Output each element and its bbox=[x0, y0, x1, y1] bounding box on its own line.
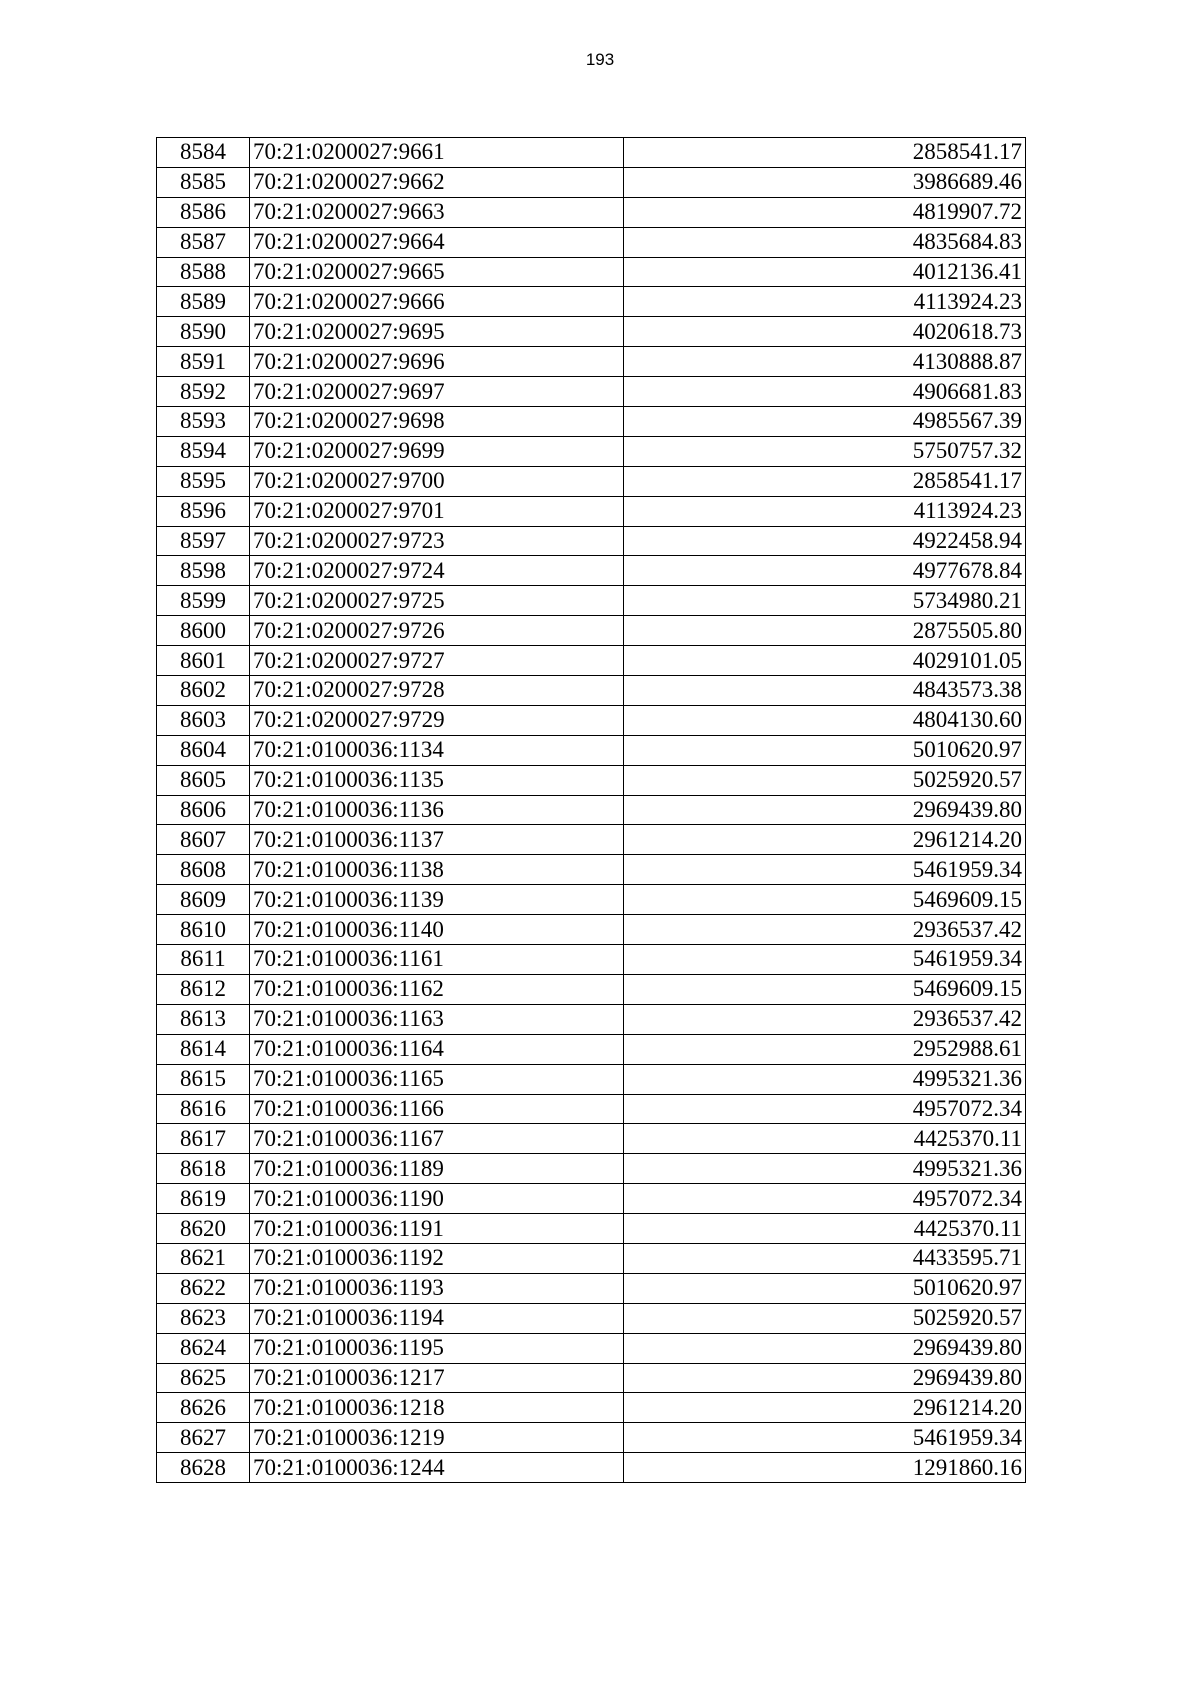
cadastral-value-cell: 4922458.94 bbox=[624, 526, 1026, 556]
cadastral-number-cell: 70:21:0200027:9665 bbox=[250, 257, 624, 287]
cadastral-value-cell: 2858541.17 bbox=[624, 466, 1026, 496]
table-row bbox=[157, 586, 1026, 616]
table-row bbox=[157, 974, 1026, 1004]
cadastral-number-cell: 70:21:0100036:1163 bbox=[250, 1004, 624, 1034]
cadastral-value-cell: 5461959.34 bbox=[624, 945, 1026, 975]
cadastral-value-table bbox=[156, 137, 1026, 1483]
table-row bbox=[157, 1333, 1026, 1363]
row-number-cell: 8617 bbox=[157, 1124, 250, 1154]
cadastral-number-cell: 70:21:0200027:9725 bbox=[250, 586, 624, 616]
table-row bbox=[157, 616, 1026, 646]
row-number-cell: 8616 bbox=[157, 1094, 250, 1124]
cadastral-number-cell: 70:21:0200027:9729 bbox=[250, 705, 624, 735]
row-number-cell: 8609 bbox=[157, 885, 250, 915]
cadastral-value-cell: 4819907.72 bbox=[624, 197, 1026, 227]
row-number-cell: 8588 bbox=[157, 257, 250, 287]
row-number-cell: 8591 bbox=[157, 347, 250, 377]
cadastral-value-cell: 4843573.38 bbox=[624, 676, 1026, 706]
table-row bbox=[157, 915, 1026, 945]
cadastral-number-cell: 70:21:0100036:1244 bbox=[250, 1453, 624, 1483]
cadastral-value-cell: 4804130.60 bbox=[624, 705, 1026, 735]
table-row bbox=[157, 257, 1026, 287]
table-row bbox=[157, 1423, 1026, 1453]
table-row bbox=[157, 197, 1026, 227]
cadastral-value-cell: 5734980.21 bbox=[624, 586, 1026, 616]
row-number-cell: 8592 bbox=[157, 377, 250, 407]
table-row bbox=[157, 1184, 1026, 1214]
cadastral-value-cell: 4130888.87 bbox=[624, 347, 1026, 377]
cadastral-value-cell: 5469609.15 bbox=[624, 885, 1026, 915]
cadastral-value-cell: 2875505.80 bbox=[624, 616, 1026, 646]
table-row bbox=[157, 317, 1026, 347]
cadastral-value-cell: 1291860.16 bbox=[624, 1453, 1026, 1483]
cadastral-value-cell: 2936537.42 bbox=[624, 915, 1026, 945]
row-number-cell: 8610 bbox=[157, 915, 250, 945]
table-row bbox=[157, 227, 1026, 257]
table-row bbox=[157, 407, 1026, 437]
cadastral-value-cell: 4957072.34 bbox=[624, 1094, 1026, 1124]
cadastral-value-cell: 4113924.23 bbox=[624, 287, 1026, 317]
table-row bbox=[157, 1273, 1026, 1303]
cadastral-number-cell: 70:21:0200027:9701 bbox=[250, 496, 624, 526]
cadastral-value-cell: 4977678.84 bbox=[624, 556, 1026, 586]
cadastral-value-cell: 4835684.83 bbox=[624, 227, 1026, 257]
cadastral-value-cell: 5461959.34 bbox=[624, 855, 1026, 885]
row-number-cell: 8587 bbox=[157, 227, 250, 257]
row-number-cell: 8585 bbox=[157, 167, 250, 197]
cadastral-number-cell: 70:21:0100036:1137 bbox=[250, 825, 624, 855]
page-number: 193 bbox=[585, 50, 615, 69]
table-row bbox=[157, 1214, 1026, 1244]
cadastral-number-cell: 70:21:0100036:1164 bbox=[250, 1034, 624, 1064]
table-row bbox=[157, 1004, 1026, 1034]
cadastral-number-cell: 70:21:0200027:9697 bbox=[250, 377, 624, 407]
cadastral-number-cell: 70:21:0100036:1139 bbox=[250, 885, 624, 915]
cadastral-value-cell: 3986689.46 bbox=[624, 167, 1026, 197]
cadastral-number-cell: 70:21:0100036:1162 bbox=[250, 974, 624, 1004]
row-number-cell: 8624 bbox=[157, 1333, 250, 1363]
cadastral-number-cell: 70:21:0200027:9698 bbox=[250, 407, 624, 437]
table-row bbox=[157, 167, 1026, 197]
row-number-cell: 8620 bbox=[157, 1214, 250, 1244]
cadastral-value-cell: 5461959.34 bbox=[624, 1423, 1026, 1453]
cadastral-value-cell: 2969439.80 bbox=[624, 1333, 1026, 1363]
table-row bbox=[157, 885, 1026, 915]
cadastral-value-cell: 2969439.80 bbox=[624, 795, 1026, 825]
row-number-cell: 8605 bbox=[157, 765, 250, 795]
row-number-cell: 8607 bbox=[157, 825, 250, 855]
cadastral-number-cell: 70:21:0100036:1218 bbox=[250, 1393, 624, 1423]
table-row bbox=[157, 466, 1026, 496]
table-row bbox=[157, 436, 1026, 466]
cadastral-number-cell: 70:21:0100036:1138 bbox=[250, 855, 624, 885]
cadastral-number-cell: 70:21:0200027:9696 bbox=[250, 347, 624, 377]
cadastral-value-cell: 4012136.41 bbox=[624, 257, 1026, 287]
cadastral-number-cell: 70:21:0100036:1167 bbox=[250, 1124, 624, 1154]
cadastral-value-cell: 4425370.11 bbox=[624, 1214, 1026, 1244]
cadastral-value-cell: 4020618.73 bbox=[624, 317, 1026, 347]
cadastral-number-cell: 70:21:0200027:9727 bbox=[250, 646, 624, 676]
cadastral-number-cell: 70:21:0100036:1194 bbox=[250, 1303, 624, 1333]
row-number-cell: 8619 bbox=[157, 1184, 250, 1214]
table-row bbox=[157, 377, 1026, 407]
cadastral-number-cell: 70:21:0100036:1190 bbox=[250, 1184, 624, 1214]
row-number-cell: 8602 bbox=[157, 676, 250, 706]
cadastral-value-cell: 5025920.57 bbox=[624, 765, 1026, 795]
cadastral-number-cell: 70:21:0100036:1140 bbox=[250, 915, 624, 945]
table-row bbox=[157, 945, 1026, 975]
cadastral-value-cell: 4995321.36 bbox=[624, 1064, 1026, 1094]
table-body bbox=[157, 138, 1026, 1483]
cadastral-value-cell: 5025920.57 bbox=[624, 1303, 1026, 1333]
table-row bbox=[157, 1453, 1026, 1483]
table-row bbox=[157, 526, 1026, 556]
cadastral-value-cell: 2961214.20 bbox=[624, 1393, 1026, 1423]
cadastral-value-cell: 5469609.15 bbox=[624, 974, 1026, 1004]
table-row bbox=[157, 676, 1026, 706]
cadastral-value-cell: 4957072.34 bbox=[624, 1184, 1026, 1214]
row-number-cell: 8595 bbox=[157, 466, 250, 496]
cadastral-number-cell: 70:21:0100036:1136 bbox=[250, 795, 624, 825]
row-number-cell: 8589 bbox=[157, 287, 250, 317]
cadastral-value-cell: 4433595.71 bbox=[624, 1243, 1026, 1273]
row-number-cell: 8600 bbox=[157, 616, 250, 646]
row-number-cell: 8622 bbox=[157, 1273, 250, 1303]
cadastral-number-cell: 70:21:0200027:9699 bbox=[250, 436, 624, 466]
row-number-cell: 8611 bbox=[157, 945, 250, 975]
row-number-cell: 8603 bbox=[157, 705, 250, 735]
cadastral-number-cell: 70:21:0200027:9666 bbox=[250, 287, 624, 317]
table-row bbox=[157, 1064, 1026, 1094]
row-number-cell: 8621 bbox=[157, 1243, 250, 1273]
cadastral-number-cell: 70:21:0100036:1191 bbox=[250, 1214, 624, 1244]
table-row bbox=[157, 765, 1026, 795]
cadastral-number-cell: 70:21:0200027:9695 bbox=[250, 317, 624, 347]
cadastral-value-cell: 4995321.36 bbox=[624, 1154, 1026, 1184]
cadastral-number-cell: 70:21:0200027:9723 bbox=[250, 526, 624, 556]
cadastral-value-cell: 2969439.80 bbox=[624, 1363, 1026, 1393]
row-number-cell: 8584 bbox=[157, 138, 250, 168]
cadastral-number-cell: 70:21:0200027:9728 bbox=[250, 676, 624, 706]
cadastral-value-cell: 4113924.23 bbox=[624, 496, 1026, 526]
cadastral-number-cell: 70:21:0200027:9700 bbox=[250, 466, 624, 496]
table-row bbox=[157, 735, 1026, 765]
cadastral-value-cell: 2952988.61 bbox=[624, 1034, 1026, 1064]
row-number-cell: 8593 bbox=[157, 407, 250, 437]
cadastral-value-cell: 2936537.42 bbox=[624, 1004, 1026, 1034]
row-number-cell: 8618 bbox=[157, 1154, 250, 1184]
cadastral-number-cell: 70:21:0100036:1165 bbox=[250, 1064, 624, 1094]
table-row bbox=[157, 1363, 1026, 1393]
table-row bbox=[157, 347, 1026, 377]
cadastral-number-cell: 70:21:0100036:1134 bbox=[250, 735, 624, 765]
table-row bbox=[157, 1303, 1026, 1333]
cadastral-value-cell: 2961214.20 bbox=[624, 825, 1026, 855]
row-number-cell: 8613 bbox=[157, 1004, 250, 1034]
cadastral-number-cell: 70:21:0200027:9662 bbox=[250, 167, 624, 197]
row-number-cell: 8590 bbox=[157, 317, 250, 347]
cadastral-value-cell: 2858541.17 bbox=[624, 138, 1026, 168]
cadastral-number-cell: 70:21:0100036:1195 bbox=[250, 1333, 624, 1363]
table-row bbox=[157, 705, 1026, 735]
row-number-cell: 8606 bbox=[157, 795, 250, 825]
table-row bbox=[157, 287, 1026, 317]
row-number-cell: 8601 bbox=[157, 646, 250, 676]
row-number-cell: 8608 bbox=[157, 855, 250, 885]
cadastral-number-cell: 70:21:0100036:1219 bbox=[250, 1423, 624, 1453]
table-row bbox=[157, 1243, 1026, 1273]
table-row bbox=[157, 1034, 1026, 1064]
table-row bbox=[157, 795, 1026, 825]
table-row bbox=[157, 496, 1026, 526]
cadastral-value-cell: 5010620.97 bbox=[624, 735, 1026, 765]
row-number-cell: 8598 bbox=[157, 556, 250, 586]
table-row bbox=[157, 1154, 1026, 1184]
table-row bbox=[157, 1094, 1026, 1124]
cadastral-number-cell: 70:21:0100036:1166 bbox=[250, 1094, 624, 1124]
row-number-cell: 8627 bbox=[157, 1423, 250, 1453]
cadastral-number-cell: 70:21:0200027:9726 bbox=[250, 616, 624, 646]
cadastral-number-cell: 70:21:0100036:1135 bbox=[250, 765, 624, 795]
row-number-cell: 8586 bbox=[157, 197, 250, 227]
cadastral-number-cell: 70:21:0200027:9661 bbox=[250, 138, 624, 168]
cadastral-number-cell: 70:21:0100036:1161 bbox=[250, 945, 624, 975]
row-number-cell: 8599 bbox=[157, 586, 250, 616]
cadastral-value-cell: 4985567.39 bbox=[624, 407, 1026, 437]
row-number-cell: 8597 bbox=[157, 526, 250, 556]
row-number-cell: 8626 bbox=[157, 1393, 250, 1423]
row-number-cell: 8614 bbox=[157, 1034, 250, 1064]
table-row bbox=[157, 855, 1026, 885]
row-number-cell: 8612 bbox=[157, 974, 250, 1004]
row-number-cell: 8594 bbox=[157, 436, 250, 466]
row-number-cell: 8604 bbox=[157, 735, 250, 765]
table-row bbox=[157, 138, 1026, 168]
cadastral-number-cell: 70:21:0200027:9664 bbox=[250, 227, 624, 257]
cadastral-value-cell: 4906681.83 bbox=[624, 377, 1026, 407]
table-row bbox=[157, 1124, 1026, 1154]
cadastral-value-cell: 5010620.97 bbox=[624, 1273, 1026, 1303]
table-row bbox=[157, 1393, 1026, 1423]
row-number-cell: 8615 bbox=[157, 1064, 250, 1094]
cadastral-value-cell: 4029101.05 bbox=[624, 646, 1026, 676]
cadastral-number-cell: 70:21:0200027:9724 bbox=[250, 556, 624, 586]
row-number-cell: 8623 bbox=[157, 1303, 250, 1333]
cadastral-number-cell: 70:21:0100036:1192 bbox=[250, 1243, 624, 1273]
cadastral-number-cell: 70:21:0100036:1217 bbox=[250, 1363, 624, 1393]
row-number-cell: 8596 bbox=[157, 496, 250, 526]
table-row bbox=[157, 646, 1026, 676]
table-row bbox=[157, 825, 1026, 855]
row-number-cell: 8628 bbox=[157, 1453, 250, 1483]
cadastral-value-cell: 5750757.32 bbox=[624, 436, 1026, 466]
row-number-cell: 8625 bbox=[157, 1363, 250, 1393]
cadastral-number-cell: 70:21:0100036:1193 bbox=[250, 1273, 624, 1303]
table-row bbox=[157, 556, 1026, 586]
cadastral-number-cell: 70:21:0100036:1189 bbox=[250, 1154, 624, 1184]
cadastral-number-cell: 70:21:0200027:9663 bbox=[250, 197, 624, 227]
cadastral-value-cell: 4425370.11 bbox=[624, 1124, 1026, 1154]
